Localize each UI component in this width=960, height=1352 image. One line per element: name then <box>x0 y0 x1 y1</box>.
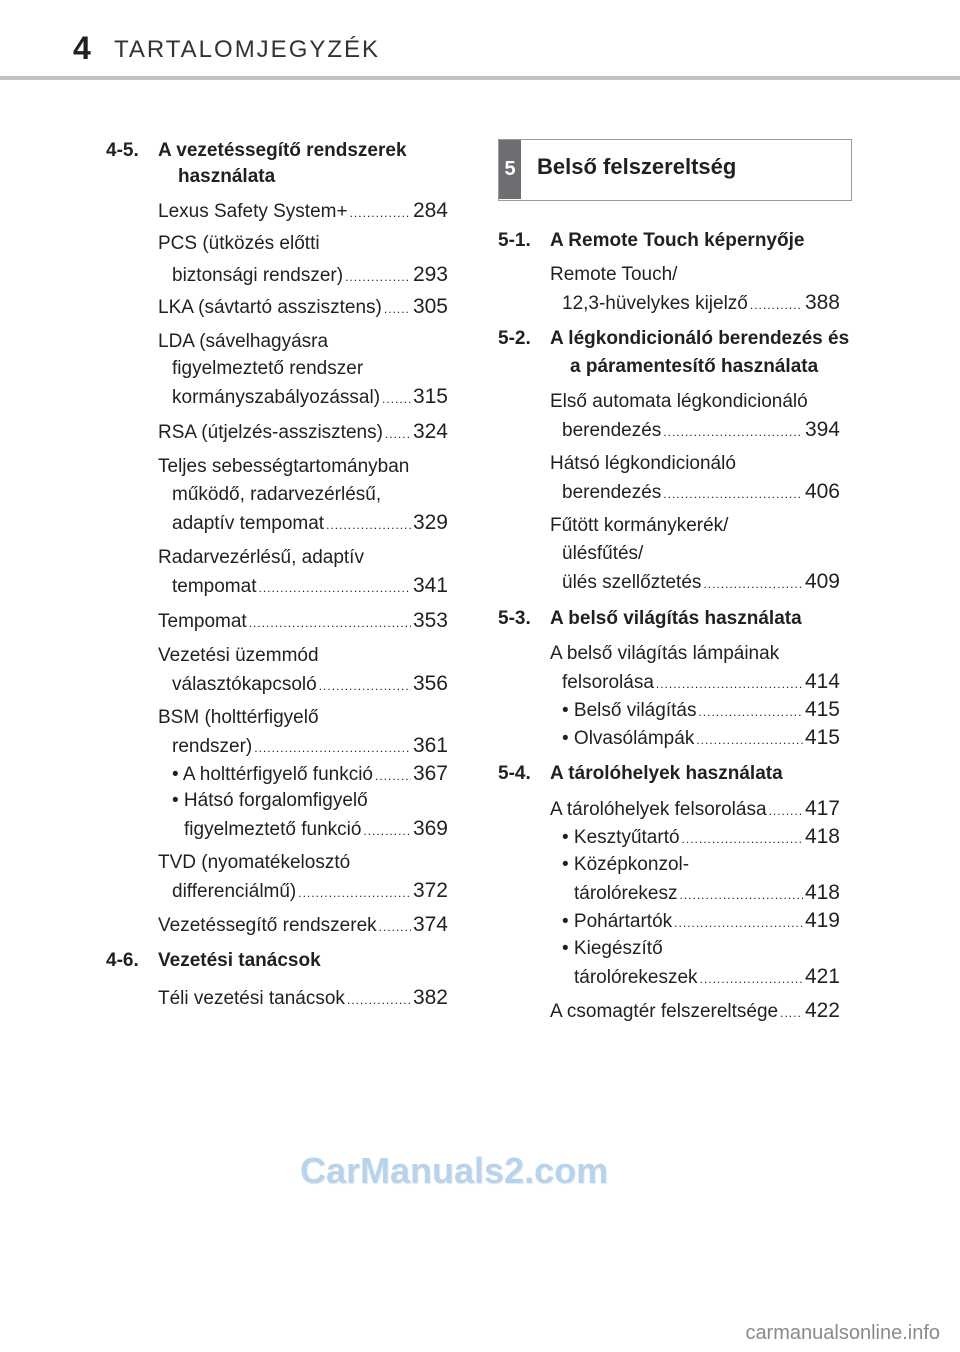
page-ref: 418 <box>804 881 840 904</box>
chapter-title: Belső felszereltség <box>537 154 737 179</box>
page-ref: 394 <box>804 418 840 441</box>
section-title: A Remote Touch képernyője <box>550 230 805 251</box>
page-ref: 382 <box>412 986 448 1009</box>
section-number: 5-4. <box>498 763 531 784</box>
section-5-3 <box>498 606 858 633</box>
section-title-cont: használata <box>178 166 276 187</box>
page-ref: 367 <box>412 762 448 785</box>
leader-dots <box>703 571 803 598</box>
page-ref: 388 <box>804 291 840 314</box>
leader-dots <box>350 200 411 227</box>
leader-dots <box>379 914 411 941</box>
watermark-text: CarManuals2.com <box>300 1150 609 1191</box>
section-5-4 <box>498 761 858 788</box>
leader-dots <box>696 727 803 754</box>
section-title: A légkondicionáló berendezés és <box>550 328 850 349</box>
leader-dots <box>384 296 411 323</box>
leader-dots <box>700 966 803 993</box>
chapter-box[interactable] <box>498 139 852 201</box>
leader-dots <box>674 910 803 937</box>
section-4-6 <box>106 948 456 975</box>
page-ref: 406 <box>804 480 840 503</box>
page-ref: 409 <box>804 570 840 593</box>
page-ref: 369 <box>412 817 448 840</box>
leader-dots <box>385 421 411 448</box>
page-ref: 419 <box>804 909 840 932</box>
leader-dots <box>298 880 411 907</box>
leader-dots <box>698 699 803 726</box>
leader-dots <box>345 264 411 291</box>
page-ref: 305 <box>412 295 448 318</box>
header-divider <box>0 76 960 80</box>
page-ref: 415 <box>804 726 840 749</box>
page-ref: 422 <box>804 999 840 1022</box>
page-ref: 329 <box>412 511 448 534</box>
section-number: 4-5. <box>106 140 139 161</box>
leader-dots <box>769 798 803 825</box>
page-number: 4 <box>73 30 91 66</box>
leader-dots <box>326 512 411 539</box>
leader-dots <box>319 673 411 700</box>
leader-dots <box>682 826 803 853</box>
section-title-cont: a páramentesítő használata <box>570 356 819 377</box>
section-number: 4-6. <box>106 950 139 971</box>
footer-watermark: carmanualsonline.info <box>745 1322 940 1344</box>
page-ref: 315 <box>412 385 448 408</box>
page-ref: 341 <box>412 574 448 597</box>
leader-dots <box>680 882 803 909</box>
leader-dots <box>663 419 803 446</box>
page-ref: 421 <box>804 965 840 988</box>
section-5-2 <box>498 326 858 380</box>
section-4-5 <box>106 138 456 192</box>
leader-dots <box>347 987 411 1014</box>
section-title: A belső világítás használata <box>550 608 802 629</box>
section-5-1 <box>498 228 858 255</box>
leader-dots <box>663 481 803 508</box>
page-ref: 415 <box>804 698 840 721</box>
page-ref: 284 <box>412 199 448 222</box>
section-number: 5-2. <box>498 328 531 349</box>
section-title: A tárolóhelyek használata <box>550 763 783 784</box>
leader-dots <box>656 671 803 698</box>
leader-dots <box>249 610 411 637</box>
section-title: A vezetéssegítő rendszerek <box>158 140 407 161</box>
chapter-number-tab: 5 <box>499 140 521 199</box>
leader-dots <box>382 386 411 413</box>
leader-dots <box>363 818 411 845</box>
page-ref: 372 <box>412 879 448 902</box>
leader-dots <box>258 575 410 602</box>
section-number: 5-1. <box>498 230 531 251</box>
page-ref: 417 <box>804 797 840 820</box>
leader-dots <box>254 735 411 762</box>
section-number: 5-3. <box>498 608 531 629</box>
section-title: Vezetési tanácsok <box>158 950 321 971</box>
leader-dots <box>750 292 803 319</box>
page-ref: 293 <box>412 263 448 286</box>
page-ref: 324 <box>412 420 448 443</box>
page-ref: 374 <box>412 913 448 936</box>
page-ref: 353 <box>412 609 448 632</box>
page-ref: 414 <box>804 670 840 693</box>
page-header <box>0 0 960 80</box>
page-title: TARTALOMJEGYZÉK <box>114 36 381 63</box>
leader-dots <box>375 763 411 790</box>
page-ref: 361 <box>412 734 448 757</box>
leader-dots <box>780 1000 803 1027</box>
page-ref: 418 <box>804 825 840 848</box>
page-ref: 356 <box>412 672 448 695</box>
